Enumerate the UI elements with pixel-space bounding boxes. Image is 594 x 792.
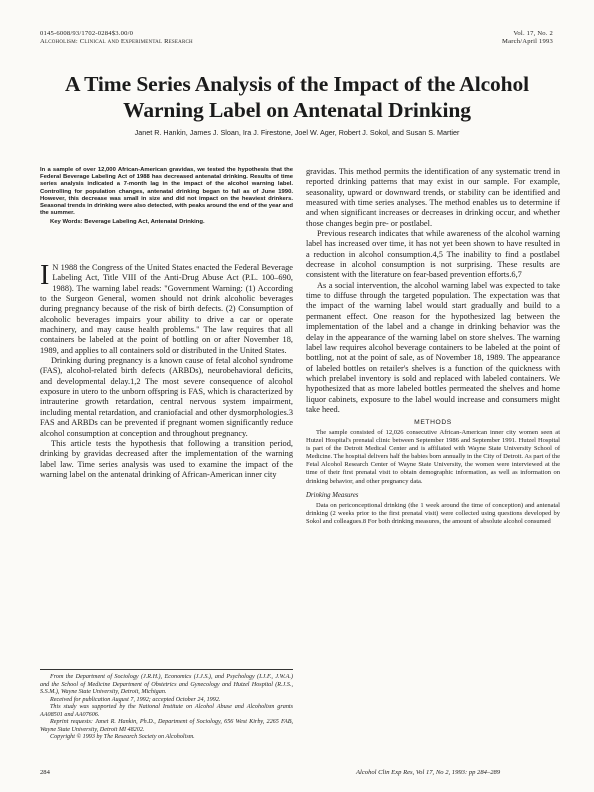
- footnote-reprints: Reprint requests: Janet R. Hankin, Ph.D., Department of Sociology, 656 West Kirby, 2265 FAB, Wayne State University, Detroit MI 48202.: [40, 719, 293, 733]
- right-paragraph-2: Previous research indicates that while awareness of the alcohol warning label has increased over time, it has not yet been shown to have resulted in a reduction in alcohol consumption.4,5 The inability to find a postlabel decrease in alcohol consumption is not surprising. These results are consistent with the literature on fear-based prevention efforts.6,7: [306, 229, 560, 280]
- author-list: Janet R. Hankin, James J. Sloan, Ira J. Firestone, Joel W. Ager, Robert J. Sokol, and Susan S. Martier: [134, 128, 460, 137]
- page-number: 284: [40, 769, 50, 776]
- abstract: [40, 167, 293, 263]
- left-column: [40, 167, 293, 480]
- abstract-text: In a sample of over 12,000 African-American gravidas, we tested the hypothesis that the Federal Beverage Labeling Act of 1988 has decreased antenatal drinking. Results of time series analysis indicated a 7-month lag in the impact of the alcohol warning label. Controlling for population changes, antenatal drinking began to fall as of June 1990. However, this decrease was small in size and did not impact on the heaviest drinkers. Seasonal trends in drinking were also detected, with peaks around the end of the year and the summer.: [40, 167, 293, 217]
- right-paragraph-3: As a social intervention, the alcohol warning label was expected to take time to diffuse through the targeted population. The expectation was that the impact of the warning label would start gradually and build to a permanent effect. One reason for the hypothesized lag between the implementation of the label and a change in drinking behavior was the delay in the appearance of the warning label on store shelves. The warning label law requires alcohol beverage containers to be labeled at the point of bottling, not at the point of sale, as of November 18, 1989. The appearance of labeled bottles on retailer's shelves is a function of the quickness with which prelabel inventory is sold and replaced with labeled containers. We hypothesized that as more labeled bottles permeated the shelves and home liquor cabinets, exposure to the label would increase and consumers might take heed.: [306, 280, 560, 414]
- footnote-copyright: Copyright © 1993 by The Research Society on Alcoholism.: [50, 734, 195, 740]
- volume-line: Vol. 17, No. 2: [513, 30, 553, 37]
- drop-cap: I: [40, 260, 50, 291]
- journal-name: Alcoholism: Clinical and Experimental Research: [40, 38, 193, 45]
- citation-footer: Alcohol Clin Exp Res, Vol 17, No 2, 1993: pp 284–289: [356, 769, 501, 776]
- issue-header: [502, 30, 553, 46]
- right-column: [306, 167, 560, 526]
- footnote-received: Received for publication August 7, 1992; accepted October 24, 1992.: [50, 696, 221, 703]
- title-line-2: Warning Label on Antenatal Drinking: [123, 98, 471, 122]
- drinking-measures-heading: Drinking Measures: [306, 491, 359, 499]
- journal-header: [40, 30, 193, 46]
- methods-paragraph: The sample consisted of 12,026 consecutive African-American inner city women seen at Hutzel Hospital's prenatal clinic between September 1986 and September 1991. Hutzel Hospital is part of the Detroit Medical Center and is affiliated with Wayne State University School of Medicine. The hospital delivers half the babies born annually in the City of Detroit. As part of the Fetal Alcohol Research Center of Wayne State University, the women were interviewed at the time of their first prenatal visit to obtain demographic information, as well as information on drinking behavior, and other pregnancy data.: [306, 429, 560, 485]
- intro-paragraph-1: [40, 260, 293, 356]
- footnote-affiliation: From the Department of Sociology (J.R.H.), Economics (J.J.S.), and Psychology (I.J.F., J.W.A.) and the School of Medicine Department of Obstetrics and Gynecology and Hutzel Hospital (R.J.S., S.S.M.), Wayne State University, Detroit, Michigan.: [40, 674, 293, 695]
- issue-date: March/April 1993: [502, 38, 553, 45]
- methods-heading: METHODS: [414, 419, 452, 427]
- footnote-funding: This study was supported by the National Institute on Alcohol Abuse and Alcoholism grants AA08501 and AA07606.: [40, 704, 293, 718]
- title-line-1: A Time Series Analysis of the Impact of the Alcohol: [64, 72, 530, 96]
- intro-paragraph-2: Drinking during pregnancy is a known cause of fetal alcohol syndrome (FAS), alcohol-related birth defects (ARBDs), neurobehavioral deficits, and developmental delay.1,2 The most severe consequence of alcohol exposure in utero to the unborn offspring is FAS, which is characterized by intrauterine growth retardation, central nervous system impairment, including mental retardation, and craniofacial and other dysmorphologies.3 FAS and ARBDs can be prevented if pregnant women significantly reduce alcohol consumption at conception and throughout pregnancy.: [40, 356, 293, 438]
- footnotes: [40, 669, 293, 742]
- drinking-measures-paragraph: Data on periconceptional drinking (the 1 week around the time of conception) and antenatal drinking (2 weeks prior to the first prenatal visit) were collected using questions developed by Sokol and colleagues.8 For both drinking measures, the amount of absolute alcohol consumed: [306, 501, 560, 525]
- right-paragraph-1: gravidas. This method permits the identification of any systematic trend in reported drinking patterns that may exist in our sample. For example, seasonality, upward or downward trends, or stability can be identified and measured with time series analyses. The method enables us to determine if and when significant increases or decreases in drinking occur, and whether those changes begin pre- or postlabel.: [306, 167, 560, 228]
- intro-paragraph-3: This article tests the hypothesis that following a transition period, drinking by gravidas decreased after the implementation of the warning label law. Time series analysis was used to examine the impact of the warning label on the antenatal drinking of African-American inner city: [40, 438, 293, 479]
- intro-paragraph-1-text: N 1988 the Congress of the United States enacted the Federal Beverage Labeling Act, Title VIII of the Anti-Drug Abuse Act (P.L. 100–690, 1988). The warning label reads: "Government Warning: (1) According to the Surgeon General, women should not drink alcoholic beverages during pregnancy because of the risk of birth defects. (2) Consumption of alcoholic beverages impairs your ability to drive a car or operate machinery, and may cause health problems." The law requires that all containers be labeled at the point of bottling on or after November 18, 1989, and applies to all containers sold or distributed in the United States.: [40, 263, 293, 355]
- issn-line: 0145-6008/93/1702-0284$3.00/0: [40, 30, 134, 37]
- article-title: [40, 71, 554, 123]
- keywords: Key Words: Beverage Labeling Act, Antenatal Drinking.: [50, 219, 205, 226]
